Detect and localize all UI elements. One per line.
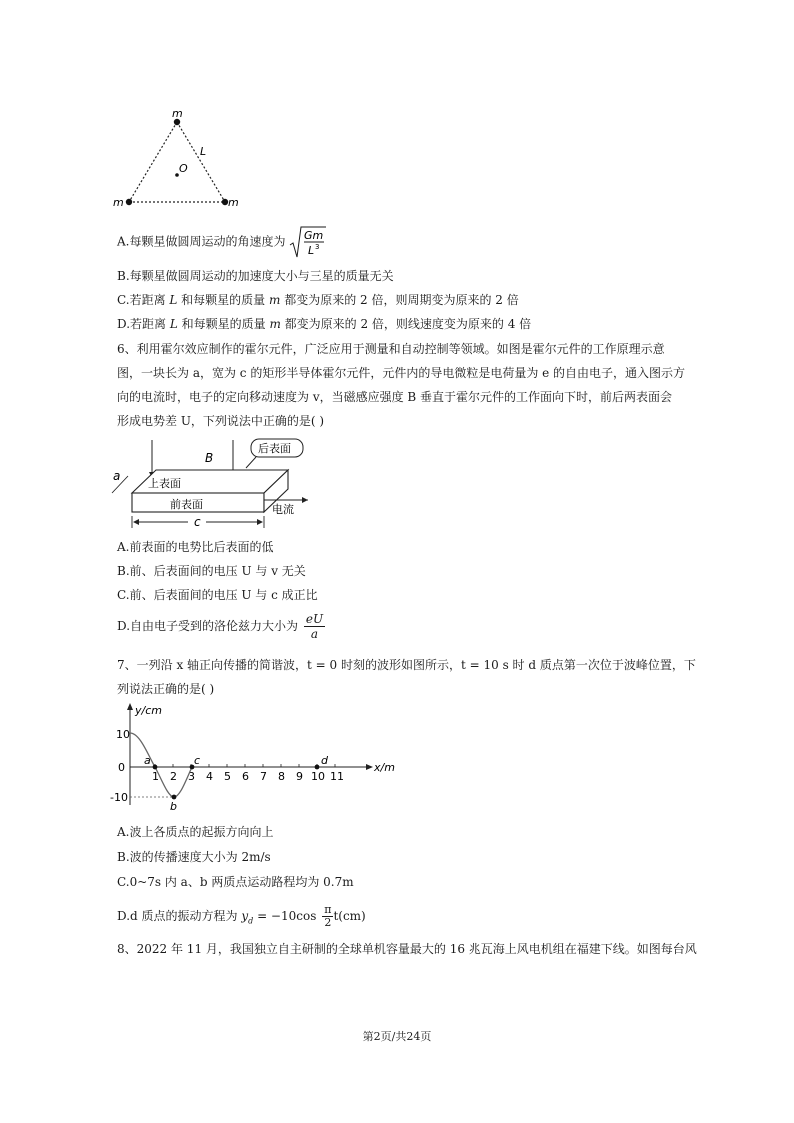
label-m-right: m	[228, 196, 239, 209]
three-star-figure	[108, 100, 268, 215]
wave-graph	[108, 700, 398, 812]
q6-option-d	[117, 612, 325, 641]
y-tick-neg10: -10	[110, 791, 128, 804]
label-point-a: a	[144, 754, 151, 767]
x-tick-1: 1	[152, 770, 159, 783]
point-d	[315, 765, 320, 770]
page-footer: 第2页/共24页	[362, 1030, 432, 1043]
q5-option-b: B.每颗星做圆周运动的加速度大小与三星的质量无关	[117, 269, 394, 283]
point-b	[172, 795, 177, 800]
sqrt-sign	[289, 225, 327, 259]
x-tick-10: 10	[311, 770, 325, 783]
x-tick-11: 11	[330, 770, 344, 783]
label-top-surface: 上表面	[148, 477, 181, 490]
x-tick-labels	[152, 770, 344, 783]
y-tick-0: 0	[118, 761, 125, 774]
label-c: c	[194, 515, 201, 529]
fraction-eU-over-a: $\frac{eU}{a}$	[305, 612, 324, 641]
label-front-surface: 前表面	[170, 498, 203, 511]
q6-option-c: C.前、后表面间的电压 U 与 c 成正比	[117, 588, 318, 602]
q6-stem-line-3: 向的电流时，电子的定向移动速度为 v，当磁感应强度 B 垂直于霍尔元件的工作面向下时，前后两表面会	[117, 390, 673, 404]
label-L: L	[200, 145, 207, 158]
label-m-left: m	[113, 196, 124, 209]
x-tick-7: 7	[260, 770, 267, 783]
x-tick-6: 6	[242, 770, 249, 783]
star-left	[126, 199, 132, 205]
q7-option-a: A.波上各质点的起振方向向上	[117, 825, 274, 839]
q6-stem-line-1: 6、利用霍尔效应制作的霍尔元件，广泛应用于测量和自动控制等领域。如图是霍尔元件的工作原理示意	[117, 342, 665, 356]
hall-element-figure	[108, 436, 338, 532]
x-axis-label: x/m	[374, 761, 395, 774]
label-O: O	[179, 162, 188, 175]
fraction-pi-over-2: $\frac{\pi}{2}$	[324, 903, 332, 929]
q5-option-a	[117, 225, 327, 259]
sqrt-formula	[289, 225, 327, 259]
x-tick-5: 5	[224, 770, 231, 783]
sqrt-numerator: Gm	[304, 229, 324, 242]
label-point-d: d	[321, 754, 328, 767]
label-point-c: c	[194, 754, 201, 767]
q7-option-d: D.d 质点的振动方程为 $y_d = -10\cos$ $\frac{\pi}{2}$ t(cm)	[117, 903, 366, 929]
triangle-side-left	[129, 122, 177, 202]
q5-option-d: D.若距离 L 和每颗星的质量 m 都变为原来的 2 倍，则线速度变为原来的 4 倍	[117, 317, 532, 331]
q6-option-b: B.前、后表面间的电压 U 与 v 无关	[117, 564, 306, 578]
q8-stem-line-1: 8、2022 年 11 月，我国独立自主研制的全球单机容量最大的 16 兆瓦海上风电机组在福建下线。如图每台风	[117, 942, 697, 956]
q7-option-c: C.0~7s 内 a、b 两质点运动路程均为 0.7m	[117, 875, 354, 889]
label-point-b: b	[170, 800, 177, 812]
label-B: B	[205, 451, 214, 465]
q6-option-d-text: D.自由电子受到的洛伦兹力大小为	[117, 619, 299, 633]
q7-option-d-text: D.d 质点的振动方程为	[117, 909, 238, 923]
q6-stem-line-2: 图，一块长为 a，宽为 c 的矩形半导体霍尔元件，元件内的导电微粒是电荷量为 e 的自由电子，通入图示方	[117, 366, 686, 380]
x-tick-8: 8	[278, 770, 285, 783]
label-back-surface: 后表面	[258, 442, 291, 455]
q6-option-a: A.前表面的电势比后表面的低	[117, 540, 274, 554]
q5-option-c: C.若距离 L 和每颗星的质量 m 都变为原来的 2 倍，则周期变为原来的 2 倍	[117, 293, 519, 307]
point-a	[153, 765, 158, 770]
label-m-top: m	[172, 107, 183, 120]
sqrt-exponent: 3	[315, 243, 320, 251]
label-current: 电流	[272, 503, 294, 516]
q7-option-b: B.波的传播速度大小为 2m/s	[117, 850, 271, 864]
x-tick-2: 2	[170, 770, 177, 783]
sqrt-denominator: L	[308, 244, 315, 257]
q7-stem-line-2: 列说法正确的是( )	[117, 682, 215, 696]
waveform-curve	[130, 733, 192, 797]
q5-option-a-text: A.每颗星做圆周运动的角速度为	[117, 234, 286, 249]
x-tick-3: 3	[188, 770, 195, 783]
q6-stem-line-4: 形成电势差 U，下列说法中正确的是( )	[117, 414, 325, 428]
q7-stem-line-1: 7、一列沿 x 轴正向传播的简谐波，t = 0 时刻的波形如图所示，t = 10 s 时 d 质点第一次位于波峰位置，下	[117, 658, 696, 672]
y-axis-label: y/cm	[135, 704, 162, 717]
y-tick-10: 10	[116, 728, 130, 741]
x-tick-9: 9	[296, 770, 303, 783]
label-a: a	[113, 469, 121, 483]
x-tick-4: 4	[206, 770, 213, 783]
